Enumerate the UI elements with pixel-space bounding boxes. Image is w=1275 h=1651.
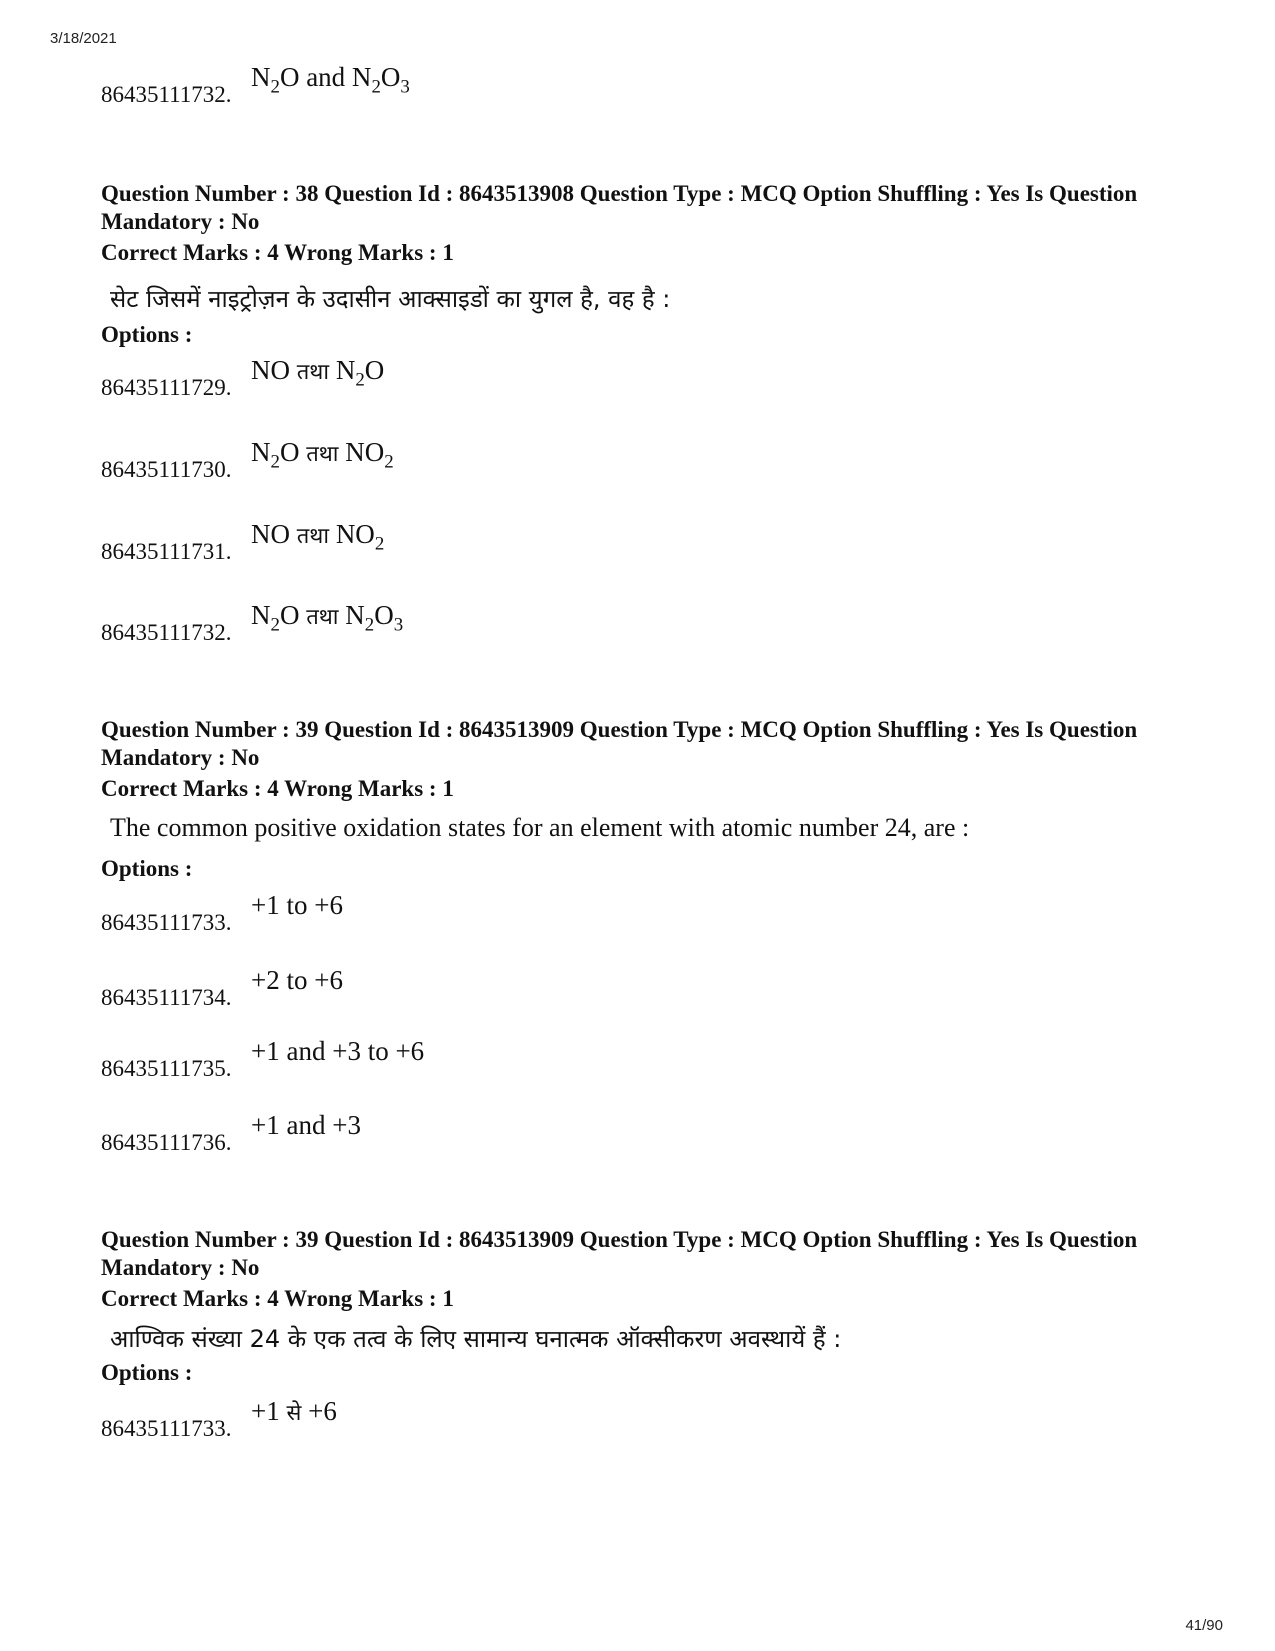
option-row [101, 600, 1181, 646]
question-header: Question Number : 38 Question Id : 8643513908 Question Type : MCQ Option Shuffling : Yes Is Question Mandatory : No [101, 181, 1138, 234]
option-row [101, 890, 1181, 936]
option-text: $N_2O$ तथ $NO_2$ [251, 437, 394, 473]
option-row [101, 437, 1181, 483]
option-id: 86435111731. [101, 539, 232, 564]
option-text: +1 स +6 [251, 1396, 337, 1426]
option-row [101, 965, 1181, 1011]
option-row [101, 1036, 1181, 1082]
option-id: 86435111733. [101, 1416, 232, 1441]
options-label: Options : [101, 856, 193, 881]
option-text: NO तथ $NO_2$ [251, 519, 385, 555]
option-id: 86435111733. [101, 910, 232, 935]
options-label: Options : [101, 322, 193, 347]
question-marks: Correct Marks : 4 Wrong Marks : 1 [101, 1286, 454, 1311]
question-marks: Correct Marks : 4 Wrong Marks : 1 [101, 240, 454, 265]
option-row [101, 1110, 1181, 1156]
option-text: +1 and +3 to +6 [251, 1036, 425, 1066]
option-id: 86435111729. [101, 375, 232, 400]
option-row [101, 355, 1181, 401]
question-text: The common positive oxidation states for an element with atomic number 24, are : [110, 813, 970, 842]
option-text: +1 and +3 [251, 1110, 361, 1140]
question-text: सेट जिसमें नाइट्रोज़न के उदासीन आक्साइडों का युगल है, वह है : [110, 285, 671, 313]
option-id: 86435111732. [101, 82, 232, 107]
question-header: Question Number : 39 Question Id : 8643513909 Question Type : MCQ Option Shuffling : Yes Is Question Mandatory : No [101, 717, 1138, 770]
page-number: 41/90 [1185, 1617, 1223, 1634]
question-header: Question Number : 39 Question Id : 8643513909 Question Type : MCQ Option Shuffling : Yes Is Question Mandatory : No [101, 1227, 1138, 1280]
option-text: +2 to +6 [251, 965, 343, 995]
option-text: NO तथ $N_2O$ [251, 355, 385, 391]
option-id: 86435111730. [101, 457, 232, 482]
print-date: 3/18/2021 [50, 30, 117, 47]
option-row [101, 519, 1181, 565]
option-id: 86435111734. [101, 985, 232, 1010]
question-marks: Correct Marks : 4 Wrong Marks : 1 [101, 776, 454, 801]
question-text: आण्विक संख्या 24 के एक तत्व के लिए सामान्य घनात्मक ऑक्सीकरण अवस्थायें हैं : [110, 1325, 842, 1353]
option-text: +1 to +6 [251, 890, 343, 920]
option-row [101, 1396, 1181, 1442]
option-text: $N_2O$ and $N_2O_3$ [251, 62, 410, 98]
option-id: 86435111732. [101, 620, 232, 645]
options-label: Options : [101, 1360, 193, 1385]
option-id: 86435111735. [101, 1056, 232, 1081]
option-text: $N_2O$ तथ $N_2O_3$ [251, 600, 404, 636]
option-row [101, 62, 1181, 108]
option-id: 86435111736. [101, 1130, 232, 1155]
